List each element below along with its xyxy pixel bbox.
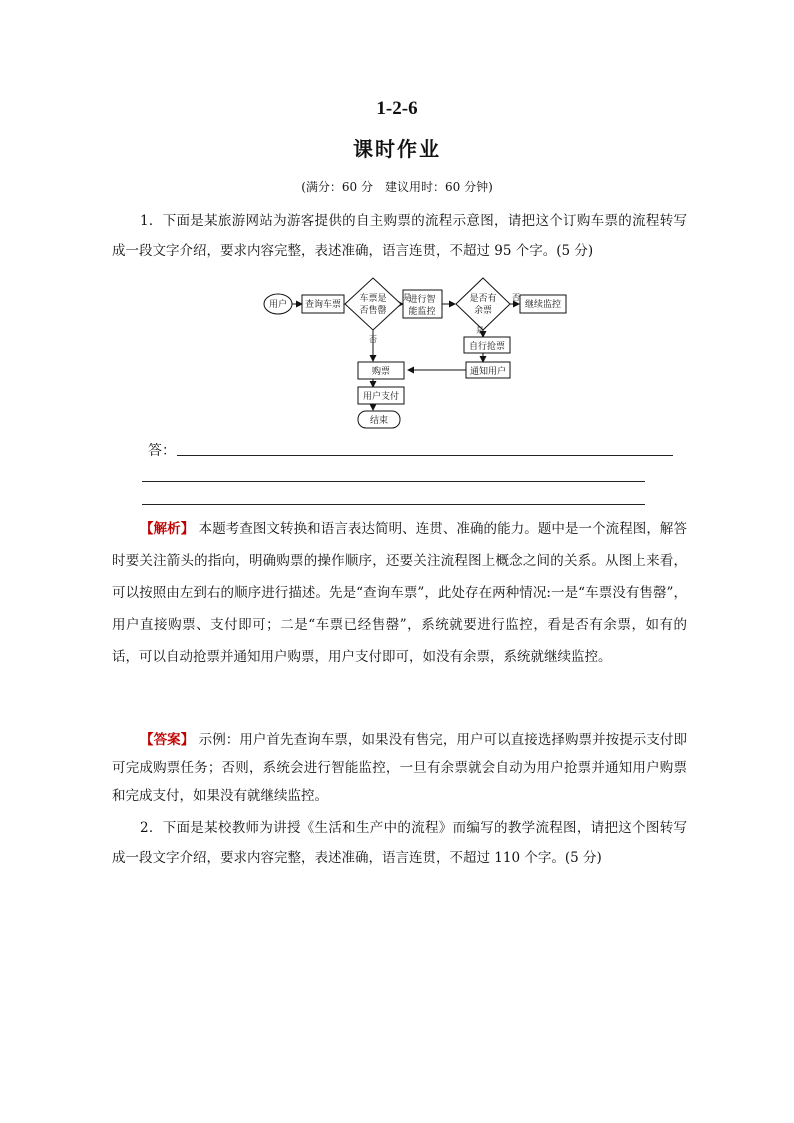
label-no-2: 否: [512, 293, 520, 302]
analysis-tag: 【解析】: [140, 521, 195, 537]
label-notify: 通知用户: [469, 367, 507, 377]
label-no-1: 否: [369, 335, 377, 344]
label-yes-2: 是: [476, 326, 484, 335]
lesson-code: 1-2-6: [376, 98, 418, 119]
label-grab: 自行抢票: [468, 342, 506, 352]
label-buy: 购票: [371, 367, 391, 377]
label-d1-line2: 否售罄: [359, 306, 387, 316]
answer-text: 示例：用户首先查询车票，如果没有售完，用户可以直接选择购票并按提示支付即可完成购票任务；否则，系统会进行智能监控，一旦有余票就会自动为用户抢票并通知用户购票和完成支付，如果没有就继续监控。: [112, 732, 688, 804]
question-2: 2．下面是某校教师为讲授《生活和生产中的流程》而编写的教学流程图，请把这个图转写成一段文字介绍，要求内容完整，表述准确，语言连贯，不超过 110 个字。(5 分): [112, 820, 687, 866]
label-yes-1: 是: [403, 293, 411, 302]
label-monitor-line1: 进行智: [408, 295, 436, 305]
label-query: 查询车票: [304, 300, 342, 310]
page-title: 课时作业: [353, 137, 441, 161]
label-pay: 用户支付: [362, 392, 400, 402]
answer-line-1: [177, 455, 673, 456]
answer-paragraph: [112, 726, 687, 810]
decision-sold-out: [345, 278, 401, 330]
label-end: 结束: [369, 416, 389, 426]
decision-tickets-left: [456, 278, 510, 330]
score-time-note: (满分：60 分 建议用时：60 分钟): [301, 180, 493, 194]
label-d2-line2: 余票: [473, 306, 493, 316]
label-d1-line1: 车票是: [359, 294, 387, 304]
answer-line-2: [142, 481, 645, 482]
label-user: 用户: [268, 300, 288, 310]
answer-label: 答：: [148, 443, 176, 459]
analysis-paragraph: [112, 513, 687, 673]
ticket-flowchart: [262, 274, 582, 432]
question-1: 1．下面是某旅游网站为游客提供的自主购票的流程示意图，请把这个订购车票的流程转写成一段文字介绍，要求内容完整，表述准确，语言连贯，不超过 95 个字。(5 分): [112, 213, 687, 259]
answer-tag: 【答案】: [140, 732, 195, 748]
answer-line-3: [142, 504, 645, 505]
label-monitor-line2: 能监控: [408, 307, 436, 317]
label-continue: 继续监控: [524, 300, 562, 310]
label-d2-line1: 是否有: [469, 294, 497, 304]
analysis-text: 本题考查图文转换和语言表达简明、连贯、准确的能力。题中是一个流程图，解答时要关注箭头的指向，明确购票的操作顺序，还要关注流程图上概念之间的关系。从图上来看，可以按照由左到右的顺序进行描述。先是“查询车票”，此处存在两种情况:一是“车票没有售罄”，用户直接购票、支付即可；二是“车票已经售罄”，系统就要进行监控，看是否有余票，如有的话，可以自动抢票并通知用户购票，用户支付即可，如没有余票，系统就继续监控。: [112, 521, 688, 665]
